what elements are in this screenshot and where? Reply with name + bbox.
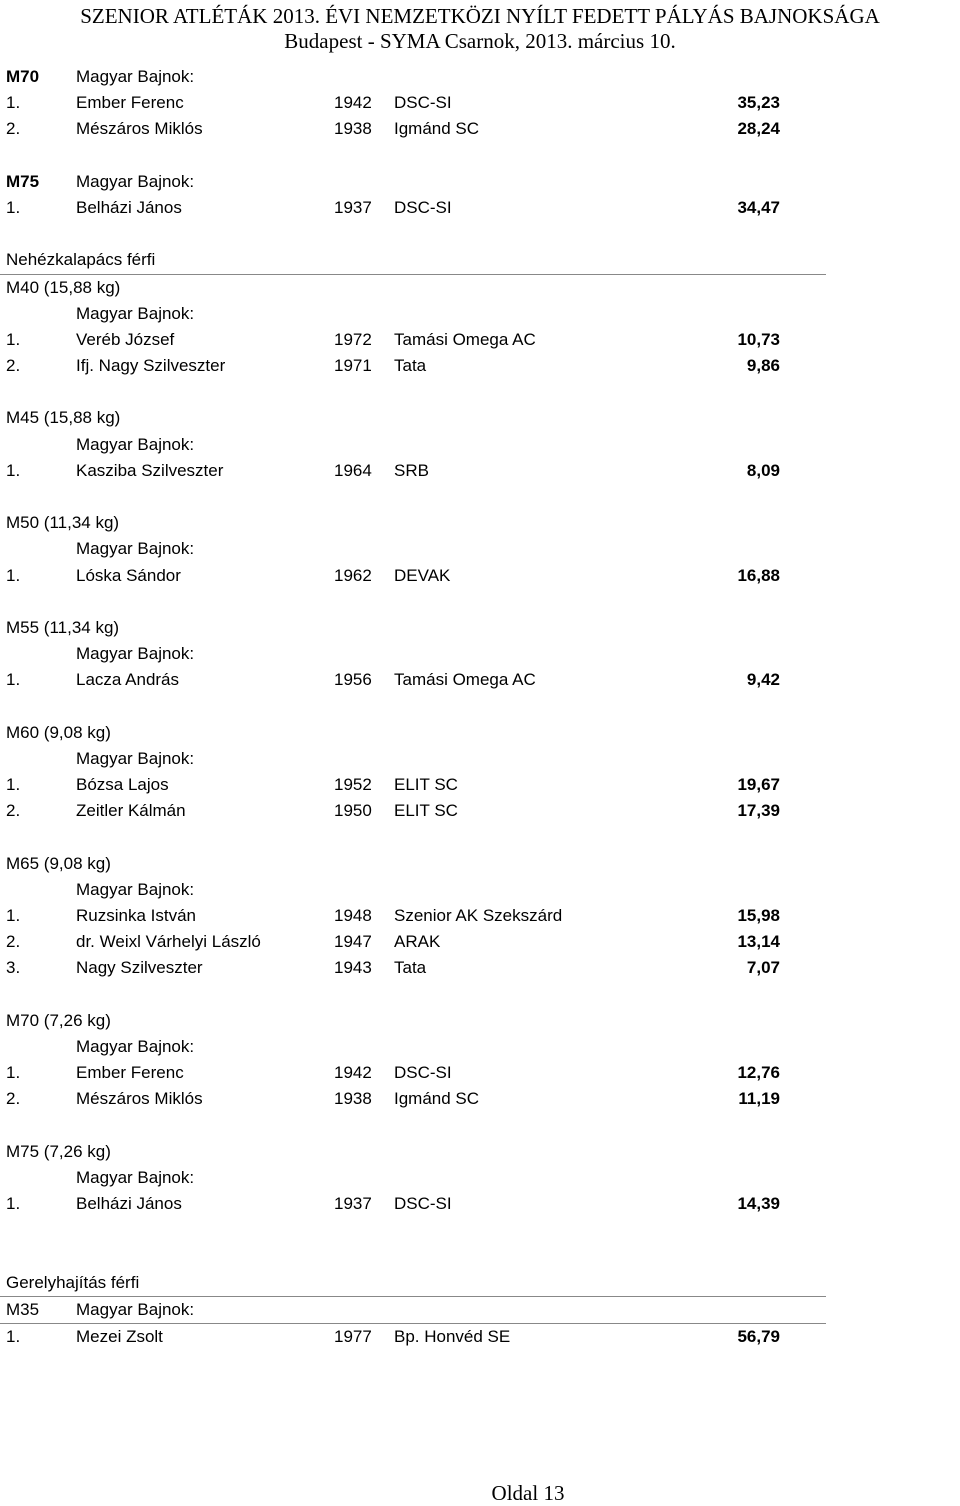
champion-label: Magyar Bajnok:	[76, 171, 195, 191]
venue-date: Budapest - SYMA Csarnok, 2013. március 10.	[284, 29, 676, 53]
event-heading	[0, 1270, 826, 1297]
champion-label: Magyar Bajnok:	[76, 1036, 195, 1056]
category-row	[0, 536, 960, 562]
club-name: DSC-SI	[394, 1194, 452, 1214]
athlete-name: Belházi János	[76, 197, 182, 217]
birth-year: 1942	[334, 93, 372, 113]
champion-label: Magyar Bajnok:	[76, 1167, 195, 1187]
result-row	[0, 90, 960, 116]
event-title: Gerelyhajítás férfi	[6, 1272, 140, 1292]
club-name: ARAK	[394, 932, 441, 952]
results-list	[0, 64, 960, 1350]
category-label: M65 (9,08 kg)	[6, 853, 111, 873]
athlete-name: dr. Weixl Várhelyi László	[76, 932, 261, 952]
result-row	[0, 667, 960, 693]
page-number: Oldal 13	[491, 1481, 565, 1505]
birth-year: 1950	[334, 801, 372, 821]
spacer-row	[0, 1217, 960, 1243]
birth-year: 1962	[334, 565, 372, 585]
category-row	[0, 301, 960, 327]
result-place: 3.	[6, 958, 21, 978]
birth-year: 1956	[334, 670, 372, 690]
category-label: M40 (15,88 kg)	[6, 277, 121, 297]
athlete-name: Mészáros Miklós	[76, 1089, 203, 1109]
club-name: SRB	[394, 460, 429, 480]
result-value: 19,67	[737, 775, 780, 795]
category-label: M75	[6, 171, 40, 191]
result-row	[0, 195, 960, 221]
result-place: 1.	[6, 670, 21, 690]
spacer-row	[0, 589, 960, 615]
club-name: Bp. Honvéd SE	[394, 1327, 511, 1346]
category-row	[0, 275, 960, 301]
birth-year: 1938	[334, 119, 372, 139]
result-value: 7,07	[746, 958, 780, 978]
spacer-row	[0, 694, 960, 720]
champion-label: Magyar Bajnok:	[76, 303, 195, 323]
result-value: 56,79	[737, 1327, 780, 1346]
athlete-name: Ember Ferenc	[76, 1063, 184, 1083]
athlete-name: Nagy Szilveszter	[76, 958, 203, 978]
result-row	[0, 116, 960, 142]
category-label: M70	[6, 67, 40, 86]
birth-year: 1937	[334, 1194, 372, 1214]
category-row	[0, 1165, 960, 1191]
result-row	[0, 353, 960, 379]
result-place: 2.	[6, 1089, 21, 1109]
champion-label: Magyar Bajnok:	[76, 879, 195, 899]
spacer-row	[0, 1243, 960, 1269]
athlete-name: Mészáros Miklós	[76, 119, 203, 139]
category-row	[0, 641, 960, 667]
category-row	[0, 405, 960, 431]
champion-label: Magyar Bajnok:	[76, 67, 195, 86]
event-heading	[0, 247, 826, 274]
category-row	[0, 1139, 960, 1165]
club-name: Tata	[394, 356, 427, 376]
result-value: 11,19	[738, 1089, 780, 1109]
category-label: M45 (15,88 kg)	[6, 408, 121, 428]
athlete-name: Zeitler Kálmán	[76, 801, 186, 821]
spacer-row	[0, 1113, 960, 1139]
result-value: 14,39	[737, 1194, 780, 1214]
birth-year: 1938	[334, 1089, 372, 1109]
club-name: Szenior AK Szekszárd	[394, 906, 563, 925]
champion-label: Magyar Bajnok:	[76, 539, 195, 559]
category-row	[0, 432, 960, 458]
result-place: 2.	[6, 356, 21, 376]
result-place: 2.	[6, 932, 21, 952]
result-row	[0, 563, 960, 589]
competition-title: SZENIOR ATLÉTÁK 2013. ÉVI NEMZETKÖZI NYÍLT FEDETT PÁLYÁS BAJNOKSÁGA	[80, 4, 880, 28]
category-label: M55 (11,34 kg)	[6, 617, 120, 637]
result-place: 1.	[6, 1194, 21, 1214]
birth-year: 1952	[334, 775, 372, 795]
category-row	[0, 1297, 826, 1324]
result-value: 13,14	[737, 932, 780, 952]
champion-label: Magyar Bajnok:	[76, 644, 195, 664]
category-row	[0, 1008, 960, 1034]
result-value: 9,86	[746, 356, 780, 376]
birth-year: 1942	[334, 1063, 372, 1083]
birth-year: 1948	[334, 906, 372, 925]
birth-year: 1971	[334, 356, 372, 376]
birth-year: 1937	[334, 197, 372, 217]
category-label: M60 (9,08 kg)	[6, 722, 111, 742]
category-label: M70 (7,26 kg)	[6, 1010, 111, 1030]
result-place: 1.	[6, 775, 21, 795]
athlete-name: Ifj. Nagy Szilveszter	[76, 356, 226, 376]
result-value: 34,47	[737, 197, 780, 217]
birth-year: 1972	[334, 329, 372, 349]
result-row	[0, 929, 960, 955]
result-value: 17,39	[737, 801, 780, 821]
spacer-row	[0, 982, 960, 1008]
club-name: Tamási Omega AC	[394, 670, 536, 690]
result-row	[0, 327, 960, 353]
result-value: 10,73	[737, 329, 780, 349]
result-row	[0, 1191, 960, 1217]
athlete-name: Mezei Zsolt	[76, 1327, 163, 1346]
result-place: 1.	[6, 1063, 21, 1083]
result-value: 15,98	[737, 906, 780, 925]
result-row	[0, 798, 960, 824]
result-row	[0, 458, 960, 484]
result-place: 1.	[6, 197, 21, 217]
category-label: M50 (11,34 kg)	[6, 513, 120, 533]
result-place: 2.	[6, 801, 21, 821]
spacer-row	[0, 379, 960, 405]
champion-label: Magyar Bajnok:	[76, 434, 195, 454]
spacer-row	[0, 143, 960, 169]
birth-year: 1943	[334, 958, 372, 978]
result-row	[0, 955, 960, 981]
champion-label: Magyar Bajnok:	[76, 1299, 195, 1319]
category-label: M35	[6, 1299, 40, 1319]
result-place: 1.	[6, 93, 21, 113]
result-place: 1.	[6, 460, 21, 480]
result-place: 1.	[6, 329, 21, 349]
result-value: 9,42	[746, 670, 780, 690]
category-label: M75 (7,26 kg)	[6, 1141, 111, 1161]
athlete-name: Ruzsinka István	[76, 906, 196, 925]
athlete-name: Veréb József	[76, 329, 175, 349]
birth-year: 1964	[334, 460, 372, 480]
club-name: ELIT SC	[394, 775, 458, 795]
result-value: 16,88	[737, 565, 780, 585]
result-value: 8,09	[746, 460, 780, 480]
result-row	[0, 772, 960, 798]
club-name: DSC-SI	[394, 1063, 452, 1083]
category-row	[0, 510, 960, 536]
category-row	[0, 877, 960, 903]
club-name: DSC-SI	[394, 93, 452, 113]
category-row	[0, 851, 960, 877]
athlete-name: Bózsa Lajos	[76, 775, 169, 795]
club-name: Tata	[394, 958, 427, 978]
club-name: Tamási Omega AC	[394, 329, 536, 349]
result-value: 35,23	[737, 93, 780, 113]
athlete-name: Lacza András	[76, 670, 180, 690]
result-row	[0, 1324, 960, 1350]
birth-year: 1947	[334, 932, 372, 952]
athlete-name: Kasziba Szilveszter	[76, 460, 224, 480]
club-name: DEVAK	[394, 565, 451, 585]
category-row	[0, 720, 960, 746]
result-value: 12,76	[737, 1063, 780, 1083]
result-row	[0, 903, 960, 929]
club-name: ELIT SC	[394, 801, 458, 821]
athlete-name: Belházi János	[76, 1194, 182, 1214]
result-row	[0, 1086, 960, 1112]
club-name: DSC-SI	[394, 197, 452, 217]
spacer-row	[0, 221, 960, 247]
club-name: Igmánd SC	[394, 1089, 480, 1109]
category-row	[0, 169, 960, 195]
result-place: 2.	[6, 119, 21, 139]
result-place: 1.	[6, 906, 21, 925]
category-row	[0, 64, 960, 90]
athlete-name: Ember Ferenc	[76, 93, 184, 113]
event-title: Nehézkalapács férfi	[6, 250, 156, 270]
result-row	[0, 1060, 960, 1086]
result-place: 1.	[6, 565, 21, 585]
club-name: Igmánd SC	[394, 119, 480, 139]
category-row	[0, 1034, 960, 1060]
birth-year: 1977	[334, 1327, 372, 1346]
spacer-row	[0, 484, 960, 510]
result-place: 1.	[6, 1327, 21, 1346]
spacer-row	[0, 824, 960, 850]
category-row	[0, 615, 960, 641]
athlete-name: Lóska Sándor	[76, 565, 181, 585]
champion-label: Magyar Bajnok:	[76, 748, 195, 768]
result-value: 28,24	[737, 119, 780, 139]
category-row	[0, 746, 960, 772]
